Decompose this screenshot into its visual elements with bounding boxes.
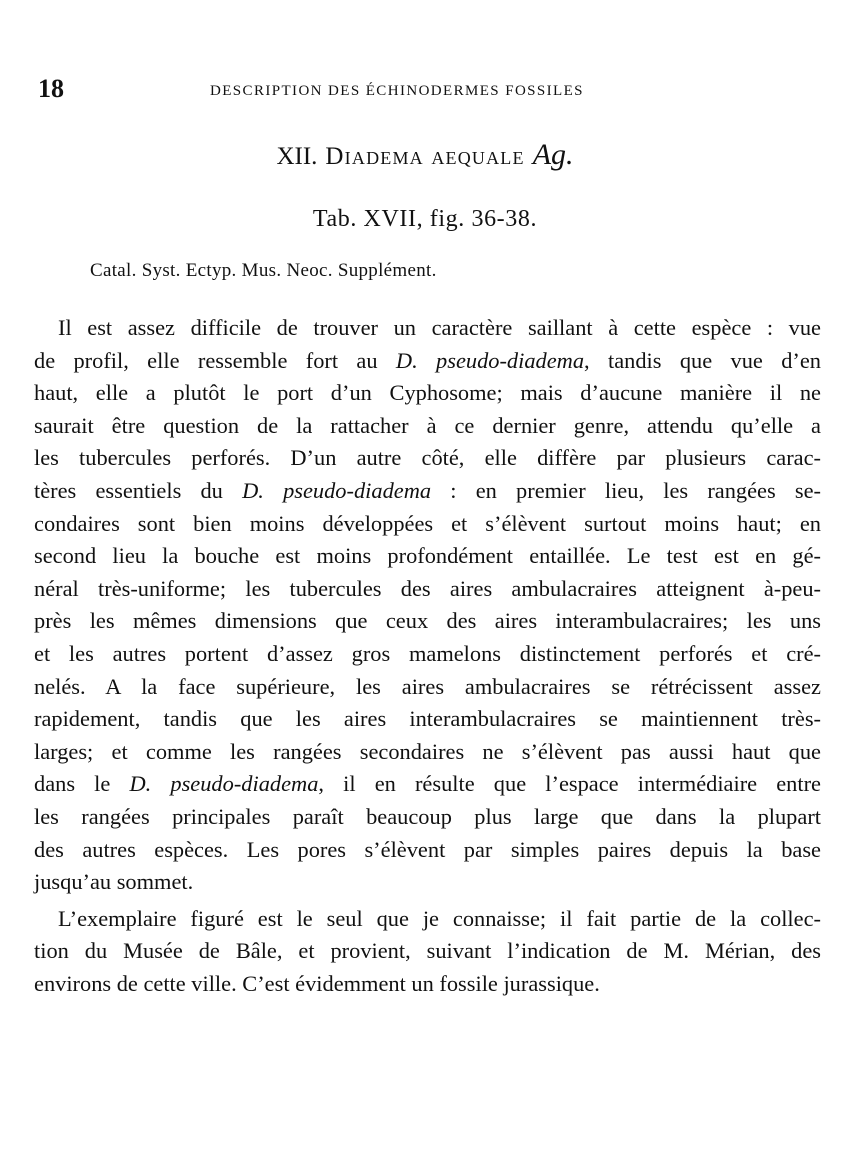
- text-line: second lieu la bouche est moins profondément entaillée. Le test est en gé-: [34, 543, 821, 569]
- text-line: jusqu’au sommet.: [34, 869, 194, 895]
- plate-reference: Tab. XVII, fig. 36-38.: [312, 206, 538, 232]
- text-line: tères essentiels du D. pseudo-diadema : en premier lieu, les rangées se-: [34, 477, 822, 503]
- species-name: Diadema aequale: [325, 143, 525, 170]
- text-line: tion du Musée de Bâle, et provient, suivant l’indication de M. Mérian, des: [34, 938, 821, 964]
- text-line: et les autres portent d’assez gros mamelons distinctement perforés et cré-: [34, 640, 821, 666]
- text-line: les tubercules perforés. D’un autre côté, elle diffère par plusieurs carac-: [34, 445, 821, 471]
- text-line: les rangées principales paraît beaucoup plus large que dans la plupart: [34, 803, 821, 829]
- text-line: de profil, elle ressemble fort au D. pseudo-diadema, tandis que vue d’en: [34, 347, 821, 373]
- text-line: rapidement, tandis que les aires interambulacraires se maintiennent très-: [34, 706, 821, 732]
- text-line: des autres espèces. Les pores s’élèvent par simples paires depuis la base: [34, 836, 821, 862]
- text-line: néral très-uniforme; les tubercules des aires ambulacraires atteignent à-peu-: [34, 575, 821, 601]
- text-line: Il est assez difficile de trouver un caractère saillant à cette espèce : vue: [58, 315, 821, 340]
- paragraph-description: [34, 312, 821, 899]
- text-line: près les mêmes dimensions que ceux des aires interambulacraires; les uns: [34, 608, 821, 634]
- text-line: environs de cette ville. C’est évidemment un fossile jurassique.: [34, 970, 600, 996]
- running-head: [38, 74, 828, 104]
- text-line: larges; et comme les rangées secondaires ne s’élèvent pas aussi haut que: [34, 738, 821, 764]
- species-author: Ag.: [532, 138, 574, 171]
- species-heading: [0, 138, 850, 172]
- catalog-reference: Catal. Syst. Ectyp. Mus. Neoc. Supplément.: [90, 260, 437, 281]
- paragraph-specimen: [34, 903, 821, 1001]
- running-title: DESCRIPTION DES ÉCHINODERMES FOSSILES: [210, 83, 584, 99]
- text-line: dans le D. pseudo-diadema, il en résulte que l’espace intermédiaire entre: [34, 771, 821, 797]
- text-line: nelés. A la face supérieure, les aires ambulacraires se rétrécissent assez: [34, 673, 821, 699]
- text-line: saurait être question de la rattacher à ce dernier genre, attendu qu’elle a: [34, 412, 821, 438]
- text-line: haut, elle a plutôt le port d’un Cyphosome; mais d’aucune manière il ne: [34, 380, 821, 406]
- body-text: [34, 312, 821, 1000]
- text-line: condaires sont bien moins développées et s’élèvent surtout moins haut; en: [34, 510, 821, 536]
- page-number: 18: [38, 74, 64, 103]
- text-line: L’exemplaire figuré est le seul que je connaisse; il fait partie de la collec-: [58, 905, 821, 931]
- section-numeral: XII.: [276, 143, 318, 170]
